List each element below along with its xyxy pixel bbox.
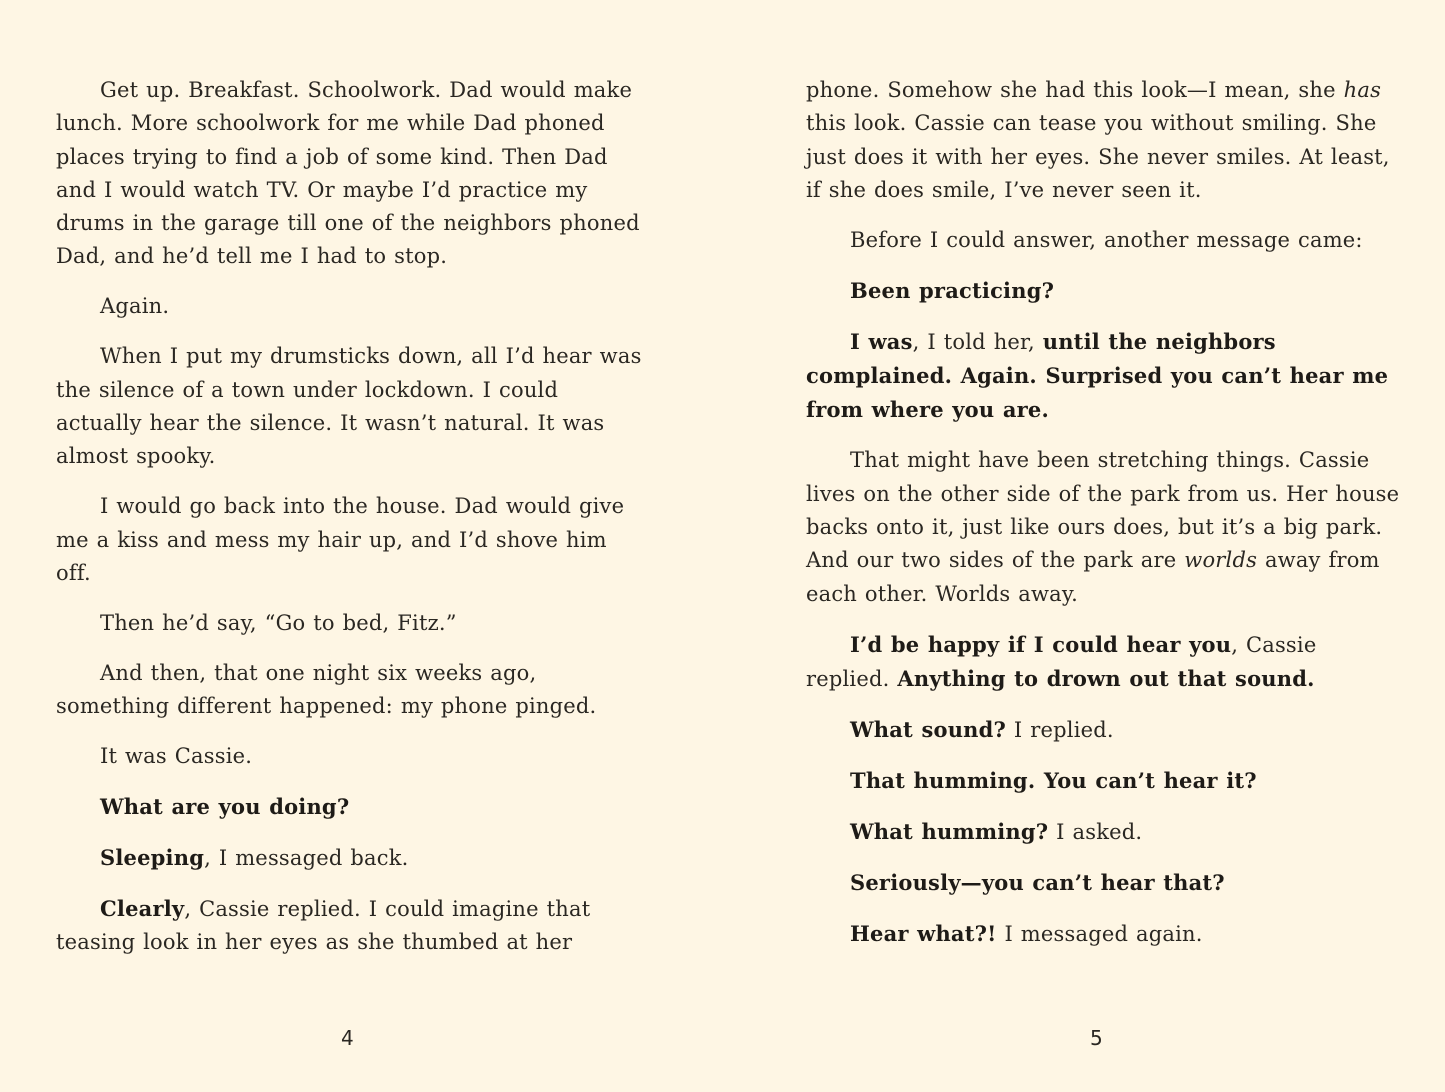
- paragraph: [806, 628, 1406, 697]
- narration: When I put my drumsticks down, all I’d hear was the silence of a town under lockdown. I could actually hear the silence. It wasn’t natural. It was almost spooky.: [56, 344, 642, 469]
- text-message: Hear what?!: [850, 920, 997, 946]
- narration: And then, that one night six weeks ago, something different happened: my phone pinged.: [56, 660, 597, 719]
- narration: , I told her,: [912, 329, 1043, 354]
- narration: Before I could answer, another message came:: [850, 227, 1363, 252]
- paragraph: [806, 444, 1406, 610]
- paragraph: [56, 74, 646, 274]
- paragraph: [56, 290, 646, 323]
- paragraph: [56, 841, 646, 875]
- paragraph: [56, 340, 646, 473]
- paragraph: [806, 224, 1406, 257]
- narration: this look. Cassie can tease you without smiling. She just does it with her eyes. She never smiles. At least, if she does smile, I’ve never seen it.: [806, 111, 1390, 202]
- text-message: Sleeping: [100, 845, 205, 871]
- text-message: I was: [850, 328, 913, 354]
- text-message: Anything to drown out that sound.: [897, 665, 1315, 691]
- emphasis: has: [1343, 78, 1382, 102]
- narration: I replied.: [1006, 717, 1114, 742]
- paragraph: [56, 607, 646, 640]
- narration: away from each other. Worlds away.: [806, 548, 1380, 606]
- narration: I messaged again.: [996, 921, 1203, 946]
- paragraph: [56, 490, 646, 590]
- paragraph: [56, 657, 646, 724]
- right-page-body: [806, 74, 1406, 968]
- paragraph: [806, 74, 1406, 207]
- text-message: I’d be happy if I could hear you: [850, 631, 1232, 657]
- paragraph: [806, 866, 1406, 900]
- text-message: Been practicing?: [850, 277, 1055, 303]
- text-message: until the neighbors complained. Again. Surprised you can’t hear me from where you are.: [806, 328, 1389, 423]
- narration: , Cassie replied. I could imagine that teasing look in her eyes as she thumbed at her: [56, 897, 591, 955]
- page-number-right: 5: [1090, 1026, 1103, 1050]
- page-number-left: 4: [341, 1026, 354, 1050]
- paragraph: [56, 740, 646, 773]
- narration: phone. Somehow she had this look—I mean, she: [806, 78, 1344, 102]
- paragraph: [806, 713, 1406, 747]
- narration: , Cassie replied.: [806, 632, 1317, 691]
- narration: That might have been stretching things. Cassie lives on the other side of the park from us. Her house backs onto it, just like ours does, but it’s a big park. And our two sides of the park are: [806, 448, 1400, 573]
- text-message: That humming. You can’t hear it?: [850, 767, 1257, 793]
- narration: It was Cassie.: [100, 744, 253, 769]
- paragraph: [806, 274, 1406, 308]
- paragraph: [806, 764, 1406, 798]
- narration: , I messaged back.: [204, 846, 409, 871]
- paragraph: [56, 892, 646, 960]
- text-message: Seriously—you can’t hear that?: [850, 869, 1225, 895]
- narration: I would go back into the house. Dad would give me a kiss and mess my hair up, and I’d shove him off.: [56, 494, 625, 585]
- narration: Then he’d say, “Go to bed, Fitz.”: [100, 610, 457, 635]
- paragraph: [56, 790, 646, 824]
- narration: Get up. Breakfast. Schoolwork. Dad would make lunch. More schoolwork for me while Dad phoned places trying to find a job of some kind. Then Dad and I would watch TV. Or maybe I’d practice my drums in the garage till one of the neighbors phoned Dad, and he’d tell me I had to stop.: [56, 78, 640, 269]
- paragraph: [806, 917, 1406, 951]
- paragraph: [806, 815, 1406, 849]
- text-message: What humming?: [850, 818, 1049, 844]
- text-message: Clearly: [100, 896, 185, 922]
- narration: Again.: [100, 294, 170, 319]
- paragraph: [806, 325, 1406, 428]
- emphasis: worlds: [1184, 548, 1258, 573]
- narration: I asked.: [1048, 819, 1143, 844]
- text-message: What are you doing?: [100, 794, 350, 820]
- text-message: What sound?: [850, 716, 1007, 742]
- left-page-body: [56, 74, 646, 976]
